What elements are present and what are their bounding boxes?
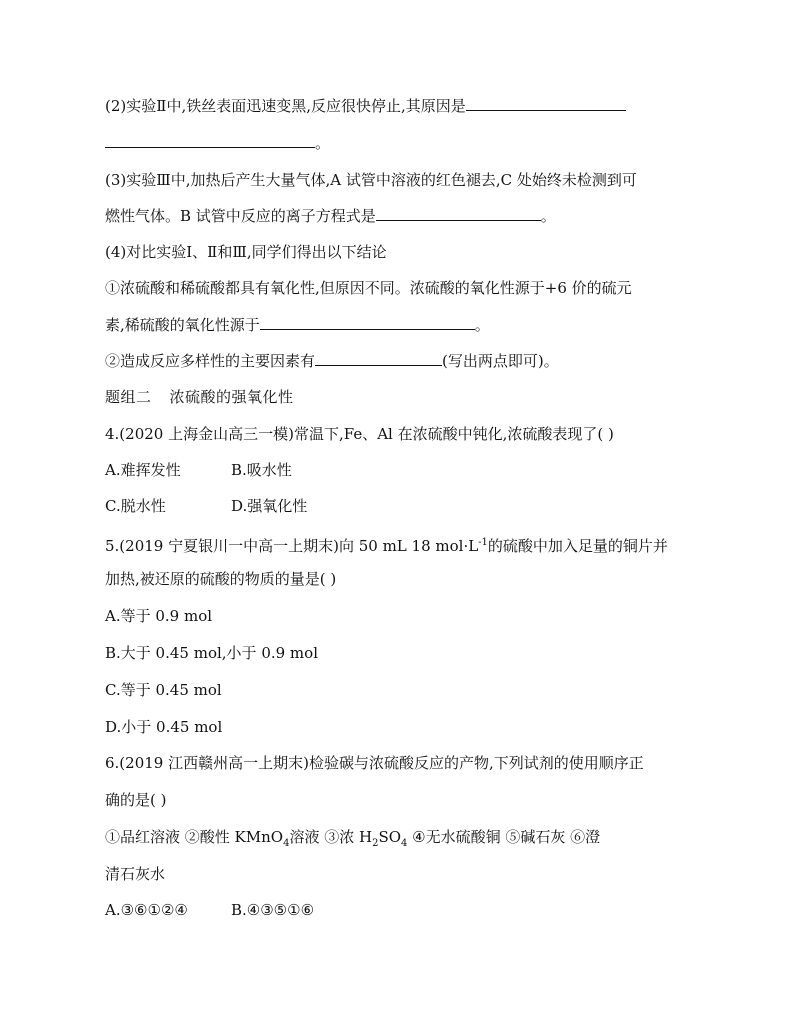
q4-header: (4)对比实验Ⅰ、Ⅱ和Ⅲ,同学们得出以下结论: [105, 243, 387, 261]
section-title: 浓硫酸的强氧化性: [169, 388, 294, 406]
question5-stem-post: 的硫酸中加入足量的铜片并: [487, 537, 668, 555]
question6-reagents-line2: 清石灰水: [105, 865, 166, 883]
question4-options-row2: [105, 496, 307, 516]
question6-stem: 6.(2019 江西赣州高一上期末)检验碳与浓硫酸反应的产物,下列试剂的使用顺序正: [105, 754, 644, 772]
question5-stem-pre: 5.(2019 宁夏银川一中高一上期末)向 50 mL 18 mol·L: [105, 537, 479, 555]
q3-end: 。: [540, 207, 556, 225]
question5-option-c[interactable]: C.等于 0.45 mol: [105, 681, 222, 699]
question6-stem-line2: 确的是( ): [105, 791, 167, 809]
reagents-part-b: 溶液 ③浓 H: [289, 828, 373, 846]
conclusion1-line2: [105, 315, 490, 335]
conclusion2-answer-blank[interactable]: [315, 351, 442, 366]
reagents-sub-3: 4: [401, 838, 408, 849]
q2-line2: [105, 133, 330, 153]
q2-end: 。: [315, 134, 331, 152]
q2-answer-blank-2[interactable]: [105, 133, 315, 148]
conclusion2-text: ②造成反应多样性的主要因素有: [105, 352, 316, 370]
question5-stem: [105, 533, 668, 556]
question6-option-b[interactable]: B.④③⑤①⑥: [231, 901, 315, 919]
conclusion1-text: 素,稀硫酸的氧化性源于: [105, 316, 260, 334]
reagents-part-c: SO: [378, 828, 402, 846]
q2-text: (2)实验Ⅱ中,铁丝表面迅速变黑,反应很快停止,其原因是: [105, 97, 466, 115]
question5-option-d[interactable]: D.小于 0.45 mol: [105, 718, 223, 736]
question6-reagents: [105, 827, 600, 854]
question4-option-d[interactable]: D.强氧化性: [231, 497, 308, 515]
q3-answer-blank[interactable]: [376, 206, 541, 221]
reagents-part-a: ①品红溶液 ②酸性 KMnO: [105, 828, 284, 846]
reagents-sub-1: 4: [283, 838, 290, 849]
question4-option-c[interactable]: C.脱水性: [105, 497, 166, 515]
question4-option-a[interactable]: A.难挥发性: [105, 461, 181, 479]
q3-line1: (3)实验Ⅲ中,加热后产生大量气体,A 试管中溶液的红色褪去,C 处始终未检测到可: [105, 171, 637, 189]
conclusion1-answer-blank[interactable]: [260, 315, 475, 330]
reagents-part-d: ④无水硫酸铜 ⑤碱石灰 ⑥澄: [407, 828, 601, 846]
q3-text: 燃性气体。B 试管中反应的离子方程式是: [105, 207, 376, 225]
question5-stem-sup: -1: [478, 537, 488, 548]
question6-options-row1: [105, 900, 314, 920]
section-heading: [105, 387, 294, 407]
question5-stem-line2: 加热,被还原的硫酸的物质的量是( ): [105, 570, 337, 588]
conclusion2-line: [105, 351, 559, 371]
reagents-sub-2: 2: [372, 838, 379, 849]
conclusion1-end: 。: [474, 316, 490, 334]
question6-option-a[interactable]: A.③⑥①②④: [105, 901, 188, 919]
question4-options-row1: [105, 460, 292, 480]
question5-option-b[interactable]: B.大于 0.45 mol,小于 0.9 mol: [105, 644, 318, 662]
conclusion1-line1: ①浓硫酸和稀硫酸都具有氧化性,但原因不同。浓硫酸的氧化性源于+6 价的硫元: [105, 279, 632, 297]
q2-line1: [105, 96, 626, 116]
q3-line2: [105, 206, 556, 226]
section-label: 题组二: [105, 388, 152, 406]
question4-stem: 4.(2020 上海金山高三一模)常温下,Fe、Al 在浓硫酸中钝化,浓硫酸表现了( ): [105, 425, 614, 443]
question4-option-b[interactable]: B.吸水性: [231, 461, 292, 479]
conclusion2-end: (写出两点即可)。: [442, 352, 559, 370]
q2-answer-blank-1[interactable]: [466, 96, 626, 111]
question5-option-a[interactable]: A.等于 0.9 mol: [105, 607, 213, 625]
